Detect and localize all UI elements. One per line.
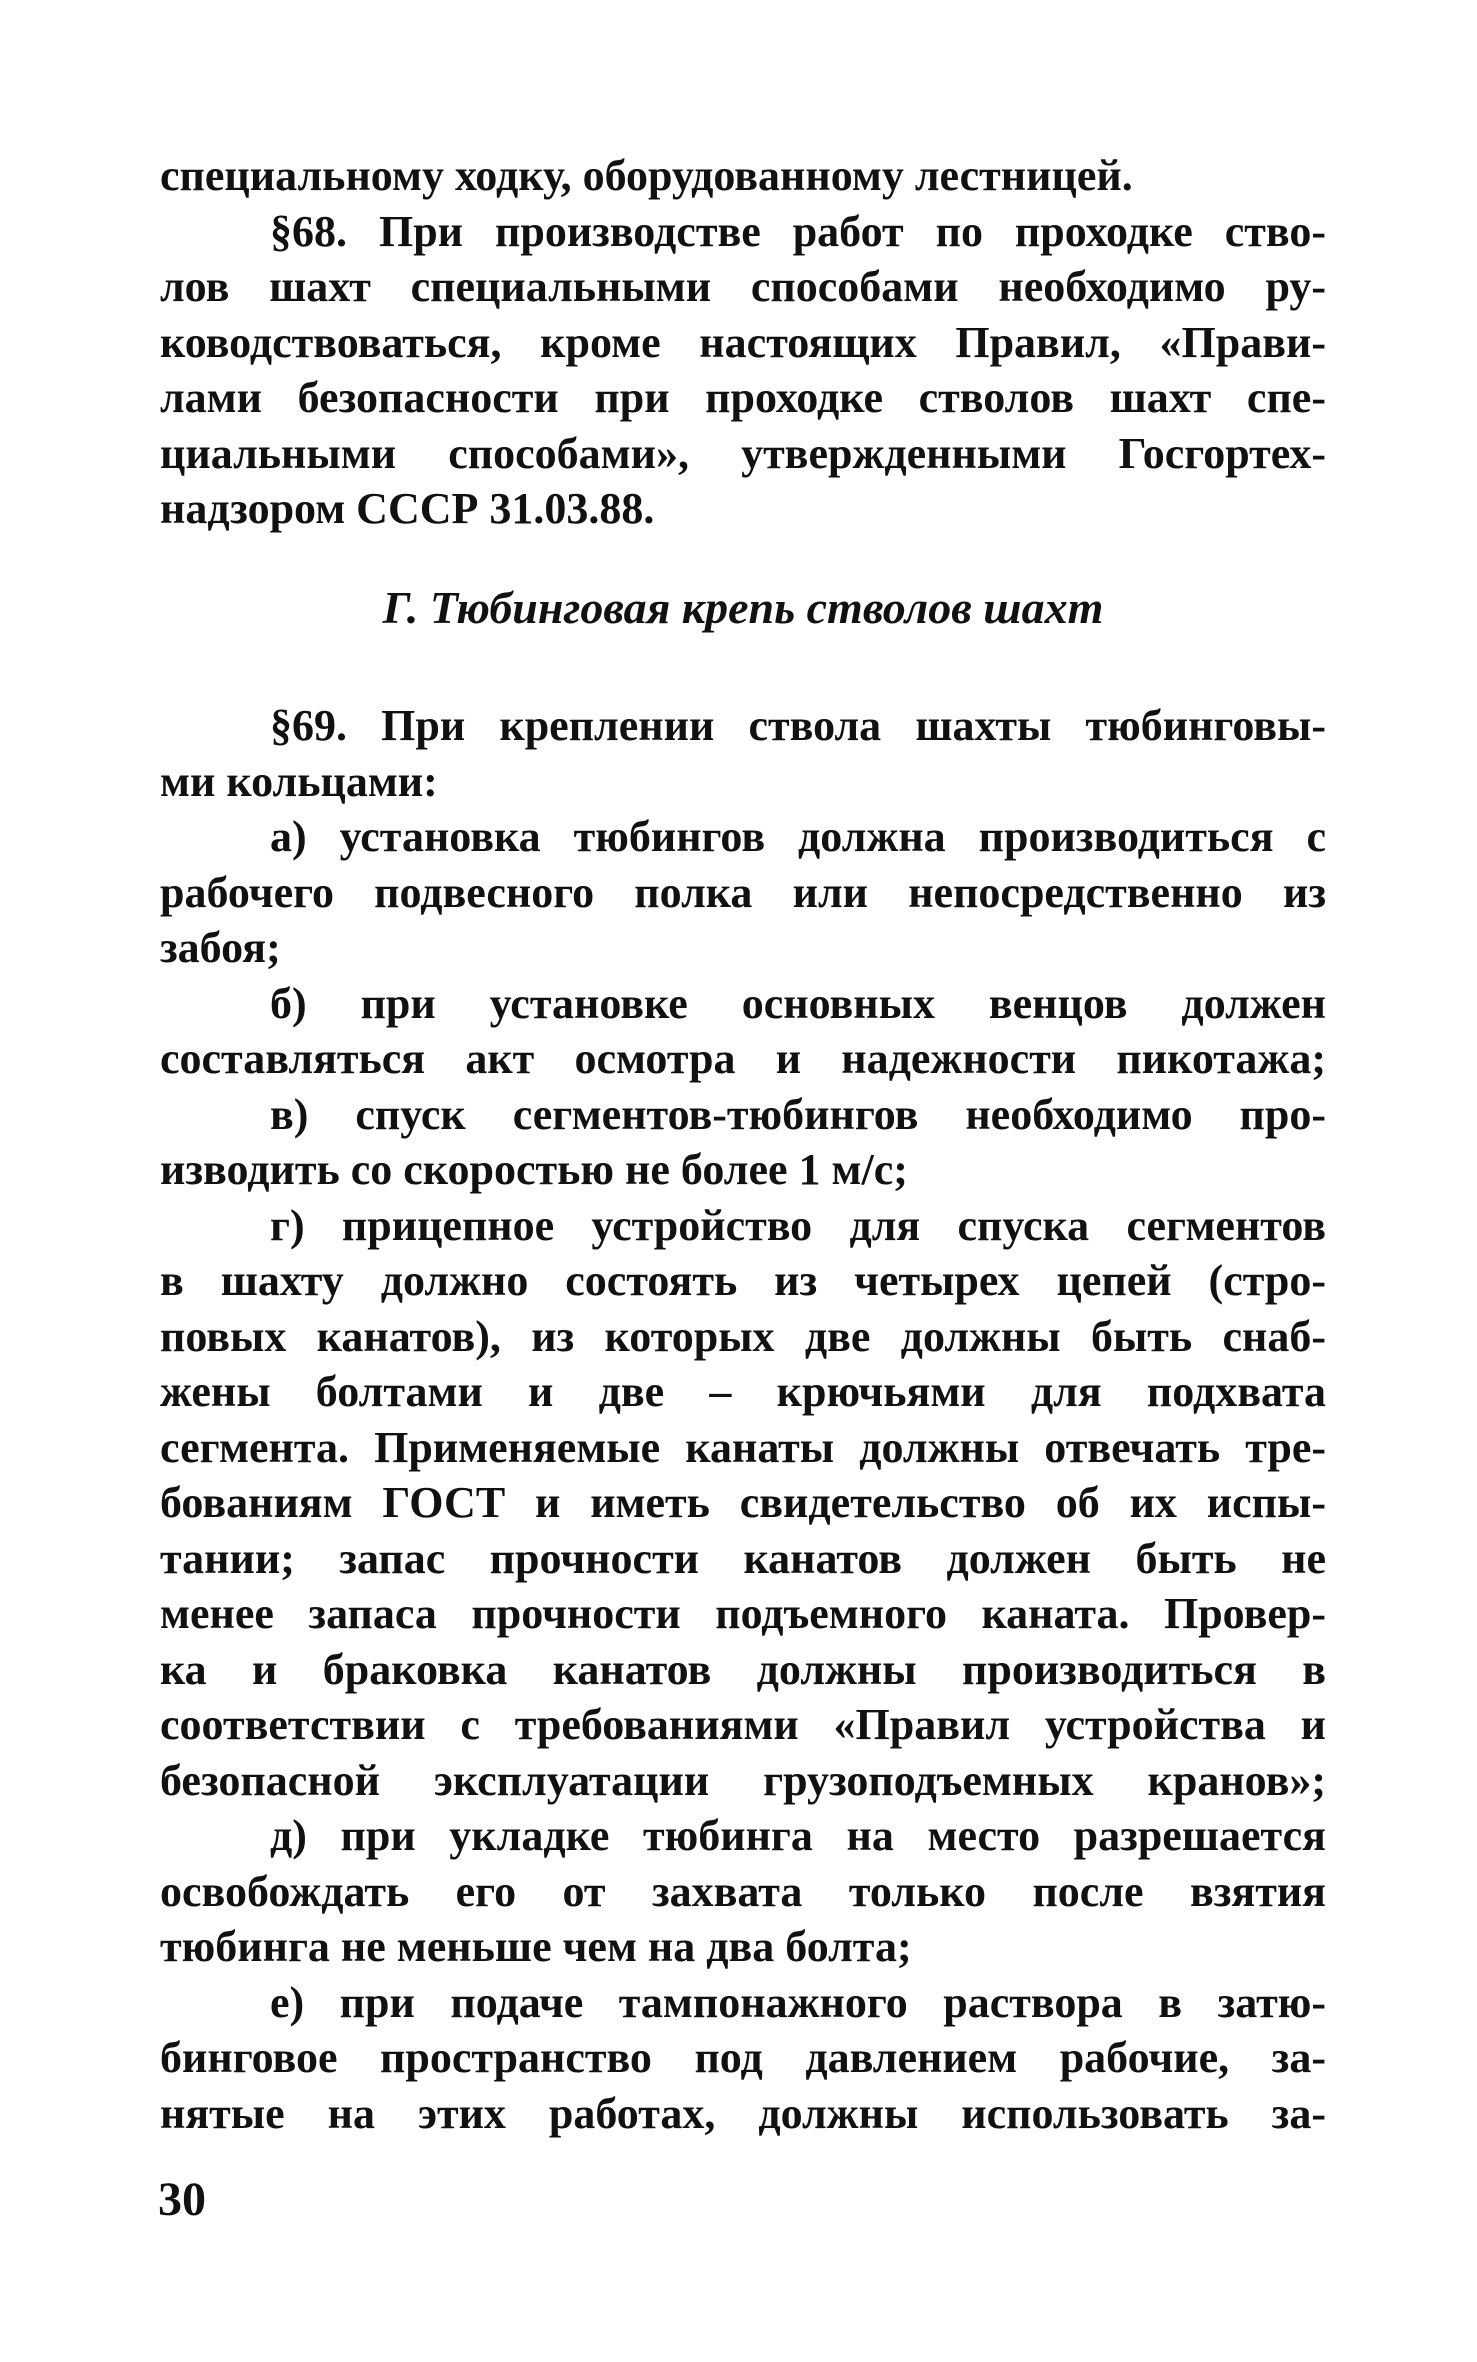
list-item-g-line: сегмента. Применяемые канаты должны отвечать тре- xyxy=(160,1422,1326,1472)
paragraph-68-block xyxy=(160,148,1326,537)
text-line: лов шахт специальными способами необходимо ру- xyxy=(160,262,1326,311)
list-item-b-line: б) при установке основных венцов должен xyxy=(270,978,1326,1028)
list-item-d-line: д) при укладке тюбинга на место разрешается xyxy=(270,1811,1326,1860)
list-item-e-line: е) при подаче тампонажного раствора в затю- xyxy=(270,1977,1326,2027)
list-item-g-line: г) прицепное устройство для спуска сегментов xyxy=(270,1200,1326,1250)
list-item-e-line: нятые на этих работах, должны использовать за- xyxy=(160,2088,1326,2138)
list-item-g-line: жены болтами и две – крючьями для подхвата xyxy=(160,1367,1326,1416)
text-line: надзором СССР 31.03.88. xyxy=(160,484,655,533)
page-number: 30 xyxy=(158,2173,206,2226)
list-item-a-line: а) установка тюбингов должна производиться с xyxy=(270,812,1326,861)
text-line: ми кольцами: xyxy=(160,756,438,806)
list-item-g-line: повых канатов), из которых две должны быть снаб- xyxy=(160,1311,1326,1361)
list-item-a-line: забоя; xyxy=(160,923,281,972)
list-item-d-line: освобождать его от захвата только после взятия xyxy=(160,1866,1326,1916)
text-line: лами безопасности при проходке стволов шахт спе- xyxy=(160,373,1326,422)
list-item-a-line: рабочего подвесного полка или непосредственно из xyxy=(160,867,1326,917)
list-item-g-line: в шахту должно состоять из четырех цепей (стро- xyxy=(160,1256,1326,1305)
list-item-b-line: составляться акт осмотра и надежности пикотажа; xyxy=(160,1034,1326,1083)
text-line: циальными способами», утвержденными Госгортех- xyxy=(160,428,1326,478)
list-item-g-line: менее запаса прочности подъемного каната. Провер- xyxy=(160,1589,1326,1638)
list-item-v-line: изводить со скоростью не более 1 м/с; xyxy=(160,1145,908,1194)
list-item-g-line: безопасной эксплуатации грузоподъемных кранов»; xyxy=(160,1755,1326,1805)
text-line: §68. При производстве работ по проходке ство- xyxy=(270,206,1326,256)
list-item-g-line: ка и браковка канатов должны производиться в xyxy=(160,1644,1326,1694)
text-line: ководствоваться, кроме настоящих Правил, «Прави- xyxy=(160,317,1326,367)
paragraph-69-block xyxy=(160,698,1326,2141)
text-line: специальному ходку, оборудованному лестницей. xyxy=(160,151,1133,200)
section-heading: Г. Тюбинговая крепь стволов шахт xyxy=(382,582,1104,633)
list-item-d-line: тюбинга не меньше чем на два болта; xyxy=(160,1922,912,1971)
list-item-g-line: бованиям ГОСТ и иметь свидетельство об их испы- xyxy=(160,1478,1326,1527)
list-item-g-line: тании; запас прочности канатов должен быть не xyxy=(160,1533,1326,1583)
list-item-e-line: бинговое пространство под давлением рабочие, за- xyxy=(160,2033,1326,2082)
list-item-g-line: соответствии с требованиями «Правил устройства и xyxy=(160,1700,1326,1749)
list-item-v-line: в) спуск сегментов-тюбингов необходимо про- xyxy=(270,1089,1326,1139)
text-line: §69. При креплении ствола шахты тюбинговы- xyxy=(270,701,1326,750)
